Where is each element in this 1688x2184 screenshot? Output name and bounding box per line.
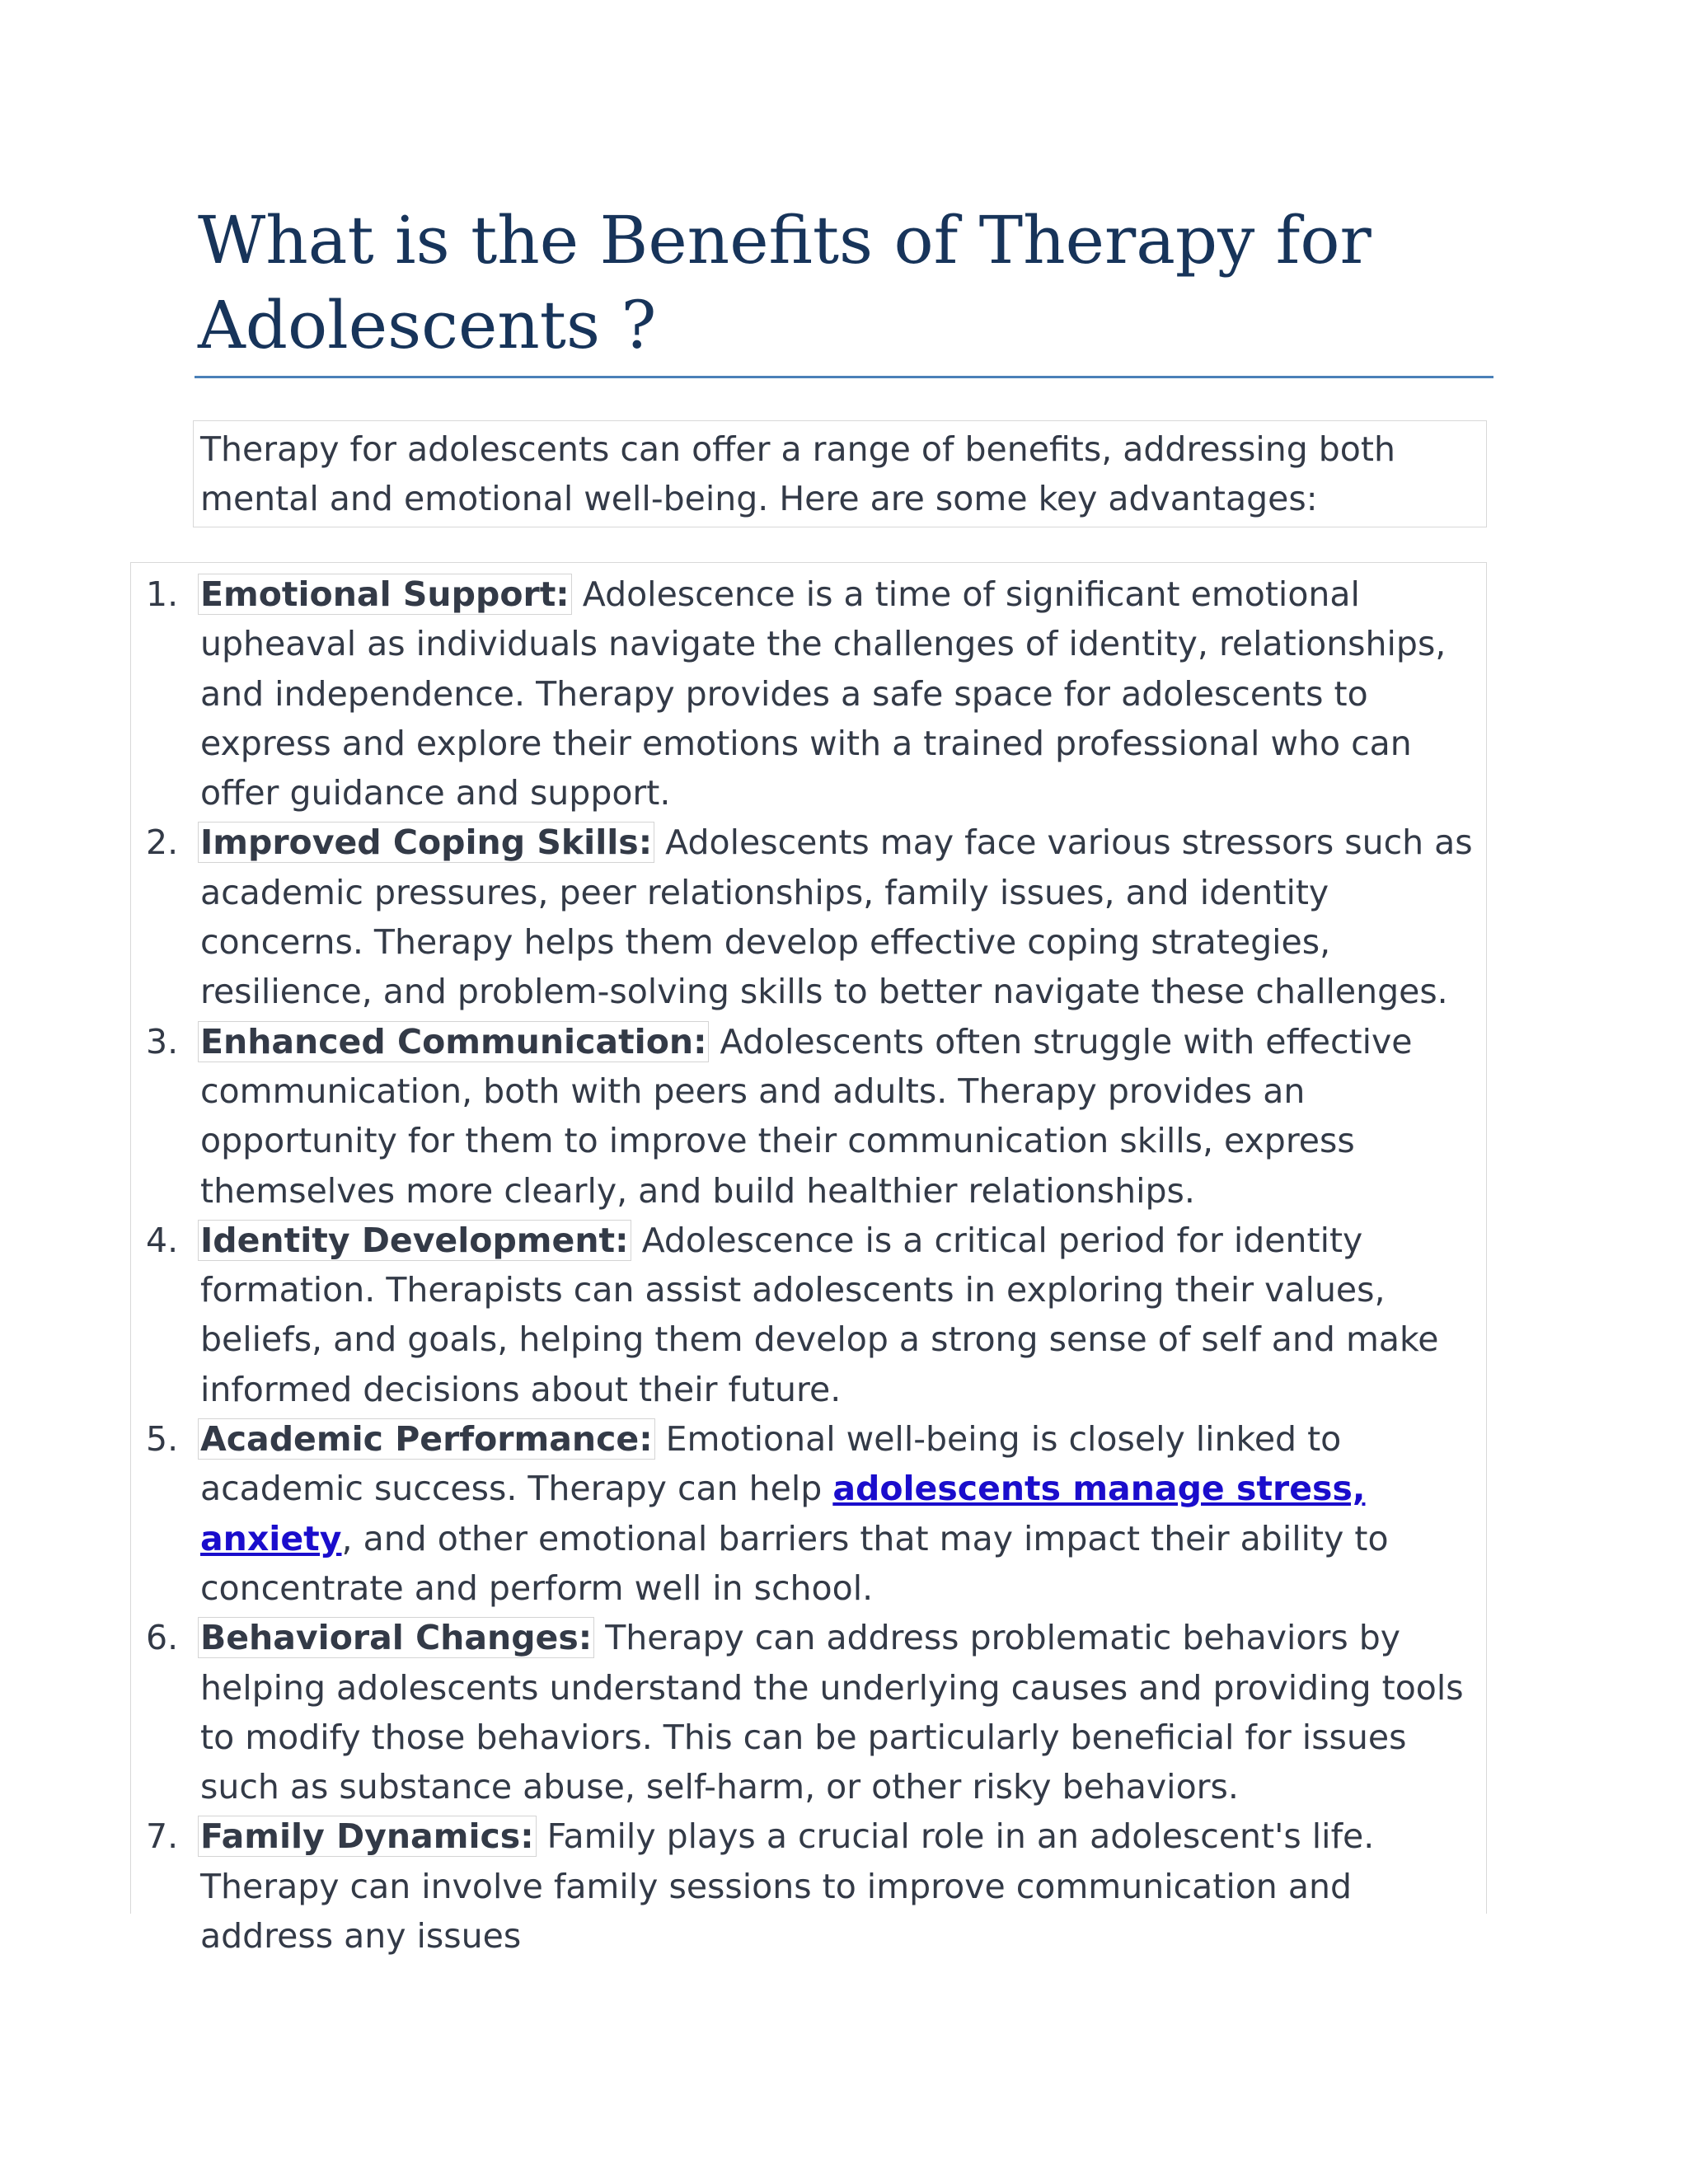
list-item xyxy=(131,1613,1488,1811)
benefit-term: Emotional Support: xyxy=(198,574,572,615)
list-item-number: 5. xyxy=(146,1419,179,1460)
benefit-text: Adolescents may face various stressors such as academic pressures, peer relationships, family issues, and identity concerns. Therapy helps them develop effective coping strategies, resilience, and problem-solving skills to better navigate these challenges. xyxy=(200,823,1473,1012)
list-item xyxy=(131,569,1488,818)
benefits-list-container xyxy=(130,562,1487,1957)
benefit-text: Family plays a crucial role in an adolescent's life. Therapy can involve family sessions to improve communication and address any issues xyxy=(200,1816,1375,1957)
benefit-term: Improved Coping Skills: xyxy=(198,822,654,863)
title-underline xyxy=(195,376,1493,378)
list-item xyxy=(131,818,1488,1016)
page-title: What is the Benefits of Therapy for Adolescents ? xyxy=(198,202,1372,363)
benefit-text: Adolescence is a critical period for identity formation. Therapists can assist adolescents in exploring their values, beliefs, and goals, helping them develop a strong sense of self and make informed decisions about their future. xyxy=(200,1220,1439,1409)
list-item-number: 1. xyxy=(146,574,179,614)
benefit-term: Family Dynamics: xyxy=(198,1816,537,1857)
list-item-number: 6. xyxy=(146,1618,179,1658)
list-item-number: 3. xyxy=(146,1021,179,1062)
benefit-term: Academic Performance: xyxy=(198,1418,655,1460)
list-item xyxy=(131,1414,1488,1613)
list-item-number: 4. xyxy=(146,1220,179,1260)
benefit-term: Enhanced Communication: xyxy=(198,1021,709,1062)
benefit-text: Adolescents often struggle with effective communication, both with peers and adults. Therapy provides an opportunity for them to improve their communication skills, express themselves more clearly, and build healthier relationships. xyxy=(200,1021,1413,1211)
benefit-term: Identity Development: xyxy=(198,1220,631,1261)
manage-stress-anxiety-link[interactable]: adolescents manage stress, anxiety xyxy=(200,1469,1366,1558)
benefit-text: Therapy can address problematic behaviors by helping adolescents understand the underlying causes and providing tools to modify those behaviors. This can be particularly beneficial for issues such as substance abuse, self-harm, or other risky behaviors. xyxy=(200,1618,1464,1807)
list-item xyxy=(131,1216,1488,1414)
benefit-text-before-link: Emotional well-being is closely linked to academic success. Therapy can help xyxy=(200,1419,1342,1509)
benefits-list xyxy=(131,569,1488,1961)
benefit-text-after-link: , and other emotional barriers that may impact their ability to concentrate and perform well in school. xyxy=(200,1518,1389,1608)
list-item-number: 2. xyxy=(146,823,179,863)
benefit-term: Behavioral Changes: xyxy=(198,1617,594,1658)
benefit-text: Adolescence is a time of significant emotional upheaval as individuals navigate the challenges of identity, relationships, and independence. Therapy provides a safe space for adolescents to express and explore their emotions with a trained professional who can offer guidance and support. xyxy=(200,574,1447,813)
intro-paragraph: Therapy for adolescents can offer a range of benefits, addressing both mental and emotional well-being. Here are some key advantages: xyxy=(193,420,1487,527)
list-item xyxy=(131,1811,1488,1961)
list-item xyxy=(131,1017,1488,1216)
list-item-number: 7. xyxy=(146,1816,179,1857)
